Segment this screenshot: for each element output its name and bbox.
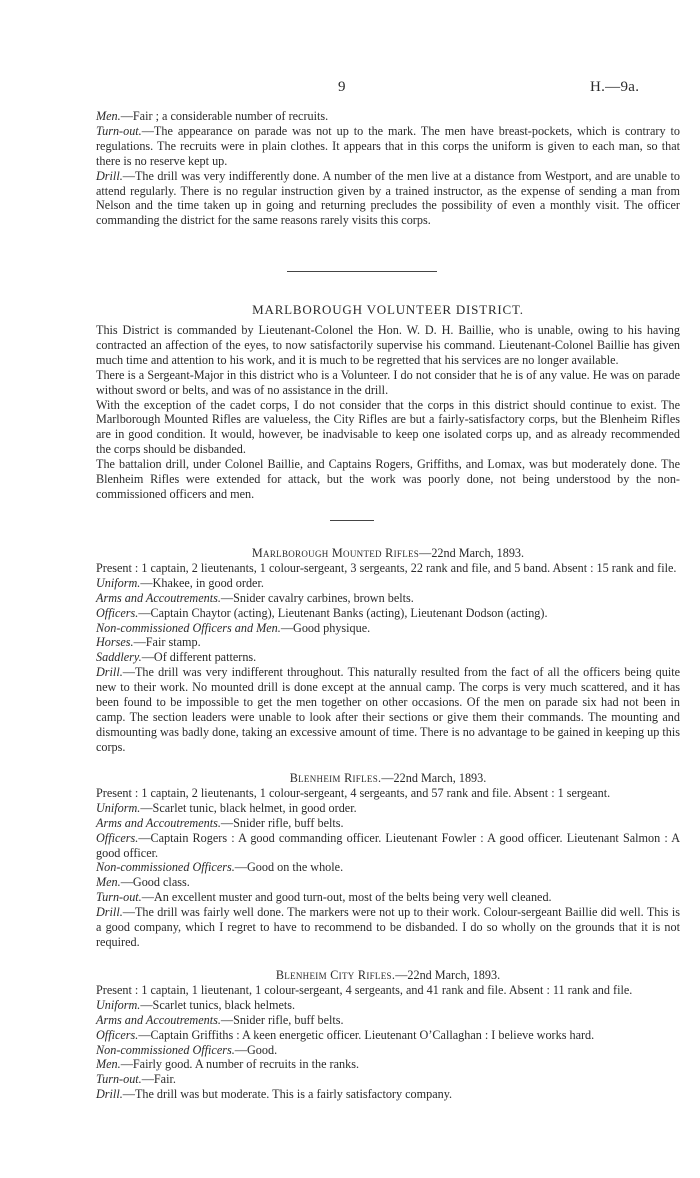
corps-officers: Officers.—Captain Griffiths : A keen energetic officer. Lieutenant O’Callaghan : I believe works hard. [96, 1027, 595, 1042]
intro-drill: Drill.—The drill was very indifferently done. A number of the men live at a distance from Westport, and are unable to attend regularly. There is no regular instruction given by a trained instructor, as the expense of sending a man from Nelson and the time taken up in going and returning precludes the possibility of even a monthly visit. The officer commanding the district for the same reasons rarely visits this corps. [96, 168, 680, 228]
corps-present: Present : 1 captain, 2 lieutenants, 1 colour-sergeant, 4 sergeants, and 57 rank and file. Absent : 1 sergeant. [96, 785, 611, 800]
corps-marlborough-mounted-rifles [96, 546, 680, 755]
section-divider [287, 271, 437, 272]
corps-title: Blenheim Rifles.—22nd March, 1893. [289, 771, 487, 785]
corps-men: Men.—Fairly good. A number of recruits in the ranks. [96, 1057, 359, 1072]
corps-blenheim-city-rifles [96, 968, 680, 1102]
intro-men: Men.—Fair ; a considerable number of recruits. [96, 109, 329, 123]
district-paragraph: With the exception of the cadet corps, I do not consider that the corps in this district should continue to exist. The Marlborough Mounted Rifles are valueless, the City Rifles are but a fairly-satisfactory corps, but the Blenheim Rifles are in good condition. It would, however, be inadvisable to keep one isolated corps up, and as already recommended the corps should be disbanded. [96, 397, 680, 457]
intro-turnout: Turn-out.—The appearance on parade was not up to the mark. The men have breast-pockets, which is contrary to regulations. The recruits were in plain clothes. It appears that in this corps the uniform is given to each man, so that there is no reserve kept up. [96, 123, 680, 168]
corps-officers: Officers.—Captain Chaytor (acting), Lieutenant Banks (acting), Lieutenant Dodson (acting). [96, 605, 548, 620]
corps-uniform: Uniform.—Scarlet tunics, black helmets. [96, 997, 296, 1012]
corps-nco-men: Non-commissioned Officers and Men.—Good physique. [96, 620, 371, 635]
corps-turnout: Turn-out.—Fair. [96, 1072, 176, 1087]
district-section [96, 323, 680, 502]
corps-drill: Drill.—The drill was fairly well done. The markers were not up to their work. Colour-sergeant Baillie did well. This is a good company, which I regret to have to recommend to be disbanded. I do so wholly on the grounds that it is not required. [96, 905, 680, 949]
corps-uniform: Uniform.—Scarlet tunic, black helmet, in good order. [96, 800, 357, 815]
document-reference: H.—9a. [590, 79, 640, 95]
corps-men: Men.—Good class. [96, 875, 190, 890]
corps-arms: Arms and Accoutrements.—Snider cavalry carbines, brown belts. [96, 590, 414, 605]
corps-drill: Drill.—The drill was but moderate. This is a fairly satisfactory company. [96, 1087, 453, 1102]
district-paragraph: There is a Sergeant-Major in this district who is a Volunteer. I do not consider that he is of any value. He was on parade without sword or belts, and was of no assistance in the drill. [96, 367, 680, 397]
corps-title: Marlborough Mounted Rifles—22nd March, 1893. [251, 546, 525, 560]
intro-section [96, 109, 680, 228]
district-paragraph: This District is commanded by Lieutenant-Colonel the Hon. W. D. H. Baillie, who is unable, owing to his having contracted an affection of the eyes, to now satisfactorily supervise his command. Lieutenant-Colonel Baillie has given much time and attention to his work, and it is much to be regretted that his services are no longer available. [96, 323, 680, 367]
corps-nco: Non-commissioned Officers.—Good. [96, 1042, 278, 1057]
district-title: MARLBOROUGH VOLUNTEER DISTRICT. [252, 302, 524, 317]
short-divider [330, 520, 374, 521]
corps-present: Present : 1 captain, 1 lieutenant, 1 colour-sergeant, 4 sergeants, and 41 rank and file. Absent : 11 rank and file. [96, 982, 633, 997]
district-paragraph: The battalion drill, under Colonel Baillie, and Captains Rogers, Griffiths, and Lomax, was but moderately done. The Blenheim Rifles were extended for attack, but the work was poorly done, not being understood by the non-commissioned officers and men. [96, 457, 680, 501]
corps-turnout: Turn-out.—An excellent muster and good turn-out, most of the belts being very well cleaned. [96, 890, 552, 905]
corps-horses: Horses.—Fair stamp. [96, 635, 201, 650]
page-number: 9 [338, 79, 346, 95]
corps-officers: Officers.—Captain Rogers : A good commanding officer. Lieutenant Fowler : A good officer. Lieutenant Salmon : A good officer. [96, 830, 680, 860]
corps-uniform: Uniform.—Khakee, in good order. [96, 575, 264, 590]
corps-present: Present : 1 captain, 2 lieutenants, 1 colour-sergeant, 3 sergeants, 22 rank and file, and 5 band. Absent : 15 rank and file. [96, 560, 677, 575]
corps-title: Blenheim City Rifles.—22nd March, 1893. [275, 968, 501, 982]
corps-drill: Drill.—The drill was very indifferent throughout. This naturally resulted from the fact of all the officers being quite new to their work. No mounted drill is done except at the annual camp. The corps is very much scattered, and it has been found to be impossible to get the men together on other occasions. Of the men on parade six had not been in camp. The section leaders were unable to look after their sections or give them their commands. The mounting and dismounting was badly done, taking an excessive amount of time. There is no advantage to be gained in keeping up this corps. [96, 665, 680, 754]
corps-arms: Arms and Accoutrements.—Snider rifle, buff belts. [96, 1012, 344, 1027]
corps-saddlery: Saddlery.—Of different patterns. [96, 650, 257, 665]
corps-nco: Non-commissioned Officers.—Good on the whole. [96, 860, 344, 875]
corps-arms: Arms and Accoutrements.—Snider rifle, buff belts. [96, 815, 344, 830]
corps-blenheim-rifles [96, 771, 680, 950]
